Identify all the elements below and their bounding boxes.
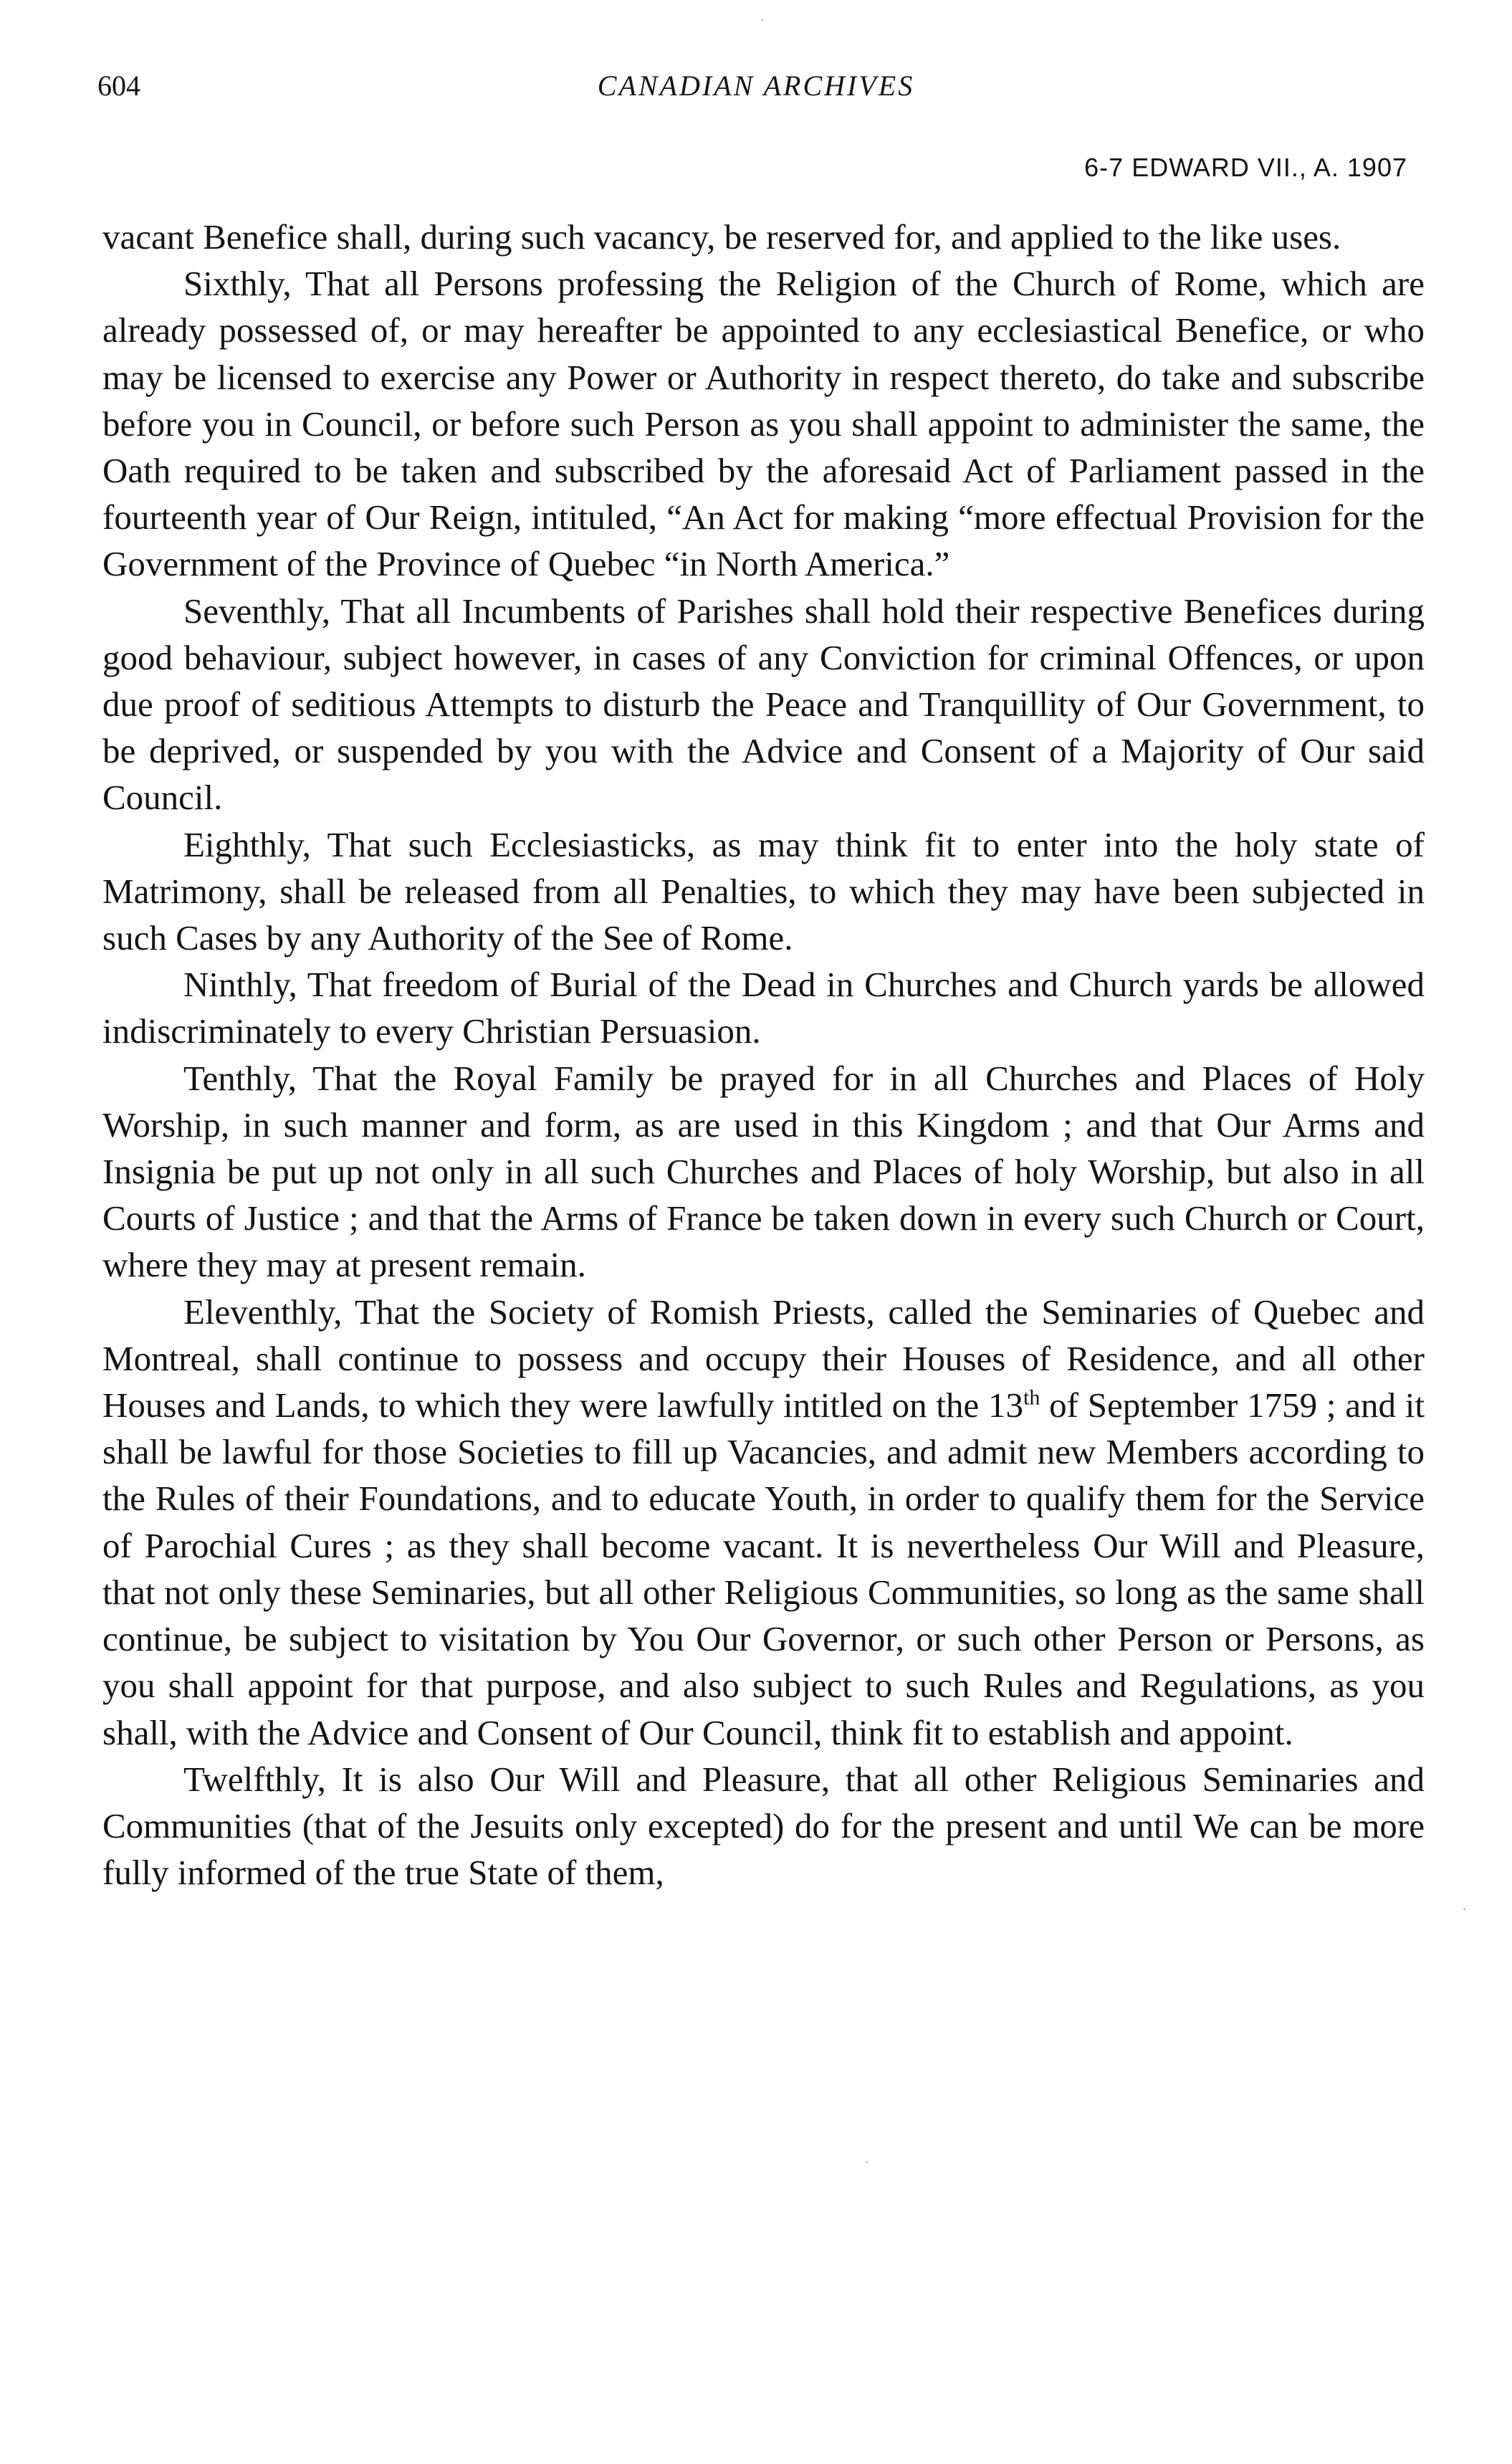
paragraph-ninthly: Ninthly, That freedom of Burial of the Dead in Churches and Church yards be allowed indiscriminately to every Christian Persuasion.	[102, 965, 1425, 1051]
paragraph-eleventhly-text-end: of September 1759 ; and it shall be lawful for those Societies to fill up Vacancies, and admit new Members according to the Rules of their Foundations, and to educate Youth, in order to qualify them for the Service of Parochial Cures ; as they shall become vacant. It is nevertheless Our Will and Pleasure, that not only these Seminaries, but all other Religious Communities, so long as the same shall continue, be subject to visitation by You Our Governor, or such other Person or Persons, as you shall appoint for that purpose, and also subject to such Rules and Regulations, as you shall, with the Advice and Consent of Our Council, think fit to establish and appoint.	[102, 1385, 1425, 1752]
page-number: 604	[97, 70, 140, 102]
scan-speck: ·	[864, 2152, 870, 2170]
ordinal-suffix: th	[1023, 1385, 1040, 1410]
paragraph-twelfthly: Twelfthly, It is also Our Will and Pleasure, that all other Religious Seminaries and Communities (that of the Jesuits only excepted) do for the present and until We can be more fully informed of the true State of them,	[102, 1759, 1425, 1893]
paragraph-eleventhly-text-start: Eleventhly, That the Society of Romish Priests, called the Seminaries of Quebec and Montreal, shall continue to possess and occupy their Houses of Residence, and all other Houses and Lands, to which they were lawfully intitled on the 13	[102, 1291, 1425, 1426]
scan-speck: ·	[760, 10, 765, 28]
scan-speck: ·	[1462, 1899, 1468, 1917]
paragraph-continuation: vacant Benefice shall, during such vacancy, be reserved for, and applied to the like uses.	[102, 217, 1341, 257]
paragraph-seventhly: Seventhly, That all Incumbents of Parishes shall hold their respective Benefices during good behaviour, subject however, in cases of any Conviction for criminal Offences, or upon due proof of seditious Attempts to disturb the Peace and Tranquillity of Our Government, to be deprived, or suspended by you with the Advice and Consent of a Majority of Our said Council.	[102, 591, 1425, 818]
paragraph-sixthly: Sixthly, That all Persons professing the Religion of the Church of Rome, which are already possessed of, or may hereafter be appointed to any ecclesiastical Benefice, or who may be licensed to exercise any Power or Authority in respect thereto, do take and subscribe before you in Council, or before such Person as you shall appoint to administer the same, the Oath required to be taken and subscribed by the aforesaid Act of Parliament passed in the fourteenth year of Our Reign, intituled, “An Act for making “more effectual Provision for the Government of the Province of Quebec “in North America.”	[102, 264, 1425, 584]
running-title: CANADIAN ARCHIVES	[597, 70, 915, 102]
paragraph-tenthly: Tenthly, That the Royal Family be prayed for in all Churches and Places of Holy Worship, in such manner and form, as are used in this Kingdom ; and that Our Arms and Insignia be put up not only in all such Churches and Places of holy Worship, but also in all Courts of Justice ; and that the Arms of France be taken down in every such Church or Court, where they may at present remain.	[102, 1058, 1425, 1285]
paragraph-eleventhly	[102, 1289, 1425, 1756]
body-text	[102, 214, 1425, 1896]
paragraph-eighthly: Eighthly, That such Ecclesiasticks, as may think fit to enter into the holy state of Matrimony, shall be released from all Penalties, to which they may have been subjected in such Cases by any Authority of the See of Rome.	[102, 824, 1425, 958]
session-label: 6-7 EDWARD VII., A. 1907	[1084, 153, 1407, 182]
